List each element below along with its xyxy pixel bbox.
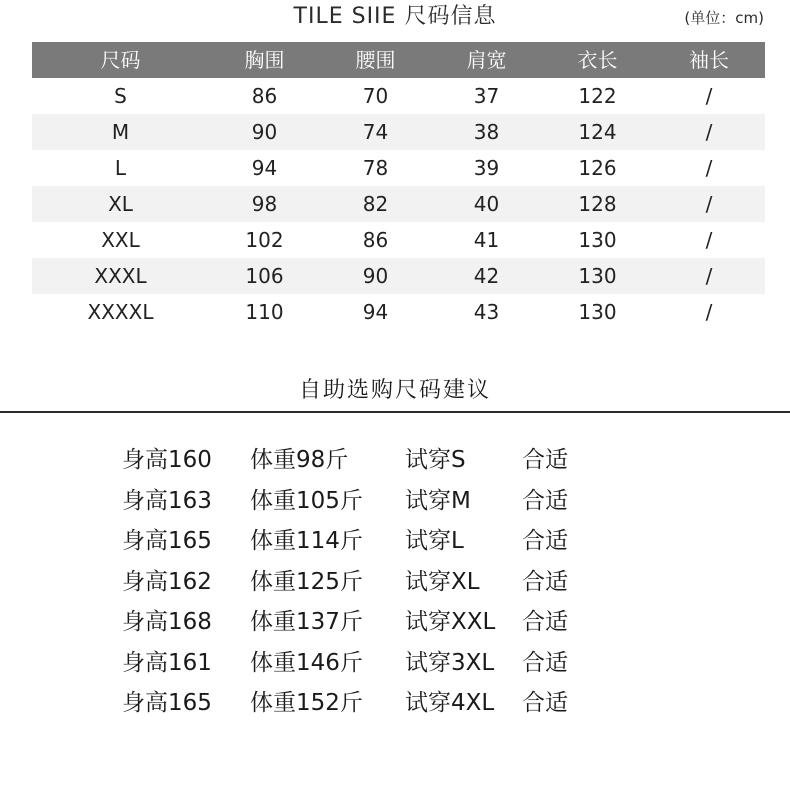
cell-waist: 86: [362, 228, 389, 252]
cell-waist: 74: [362, 120, 389, 144]
cell-shoulder: 40: [473, 192, 500, 216]
header-chest: 胸围: [244, 48, 285, 72]
cell-chest: 98: [251, 192, 278, 216]
cell-waist: 90: [362, 264, 389, 288]
suggestion-weight: 体重114斤: [250, 528, 363, 554]
cell-sleeve: /: [705, 228, 713, 252]
section-divider: [0, 411, 790, 413]
unit-label: (单位：cm): [684, 9, 764, 27]
cell-size: S: [114, 84, 127, 108]
cell-size: XL: [108, 192, 133, 216]
list-item: [0, 602, 790, 643]
list-item: [0, 481, 790, 522]
header-sleeve: 袖长: [689, 48, 729, 72]
cell-length: 130: [578, 264, 617, 288]
cell-waist: 82: [362, 192, 389, 216]
cell-length: 126: [578, 156, 617, 180]
cell-waist: 94: [362, 300, 389, 324]
suggestion-weight: 体重125斤: [250, 568, 363, 595]
table-row: [32, 186, 765, 222]
suggestion-try: 试穿4XL: [405, 690, 495, 716]
size-table: [32, 42, 765, 330]
cell-shoulder: 42: [473, 264, 500, 288]
suggestion-try: 试穿XL: [405, 568, 480, 595]
list-item: [0, 643, 790, 684]
suggestion-fit: 合适: [522, 568, 568, 595]
table-row: [32, 150, 765, 186]
suggestion-try: 试穿L: [405, 528, 464, 554]
cell-sleeve: /: [705, 264, 713, 288]
header-size: 尺码: [100, 48, 141, 72]
list-item: [0, 562, 790, 603]
cell-length: 130: [578, 300, 617, 324]
cell-chest: 106: [245, 264, 284, 288]
cell-length: 122: [578, 84, 617, 108]
cell-sleeve: /: [705, 156, 713, 180]
cell-shoulder: 39: [473, 156, 500, 180]
suggestion-height: 身高162: [122, 568, 212, 595]
suggestion-height: 身高161: [122, 649, 212, 676]
list-item: [0, 521, 790, 562]
list-item: [0, 440, 790, 481]
cell-sleeve: /: [705, 84, 713, 108]
cell-chest: 102: [245, 228, 284, 252]
cell-sleeve: /: [705, 192, 713, 216]
cell-sleeve: /: [705, 300, 713, 324]
suggestion-weight: 体重98斤: [250, 447, 349, 473]
table-row: [32, 222, 765, 258]
cell-waist: 78: [362, 156, 389, 180]
table-row: [32, 114, 765, 150]
size-table-header: [32, 42, 765, 78]
cell-shoulder: 43: [473, 300, 500, 324]
suggestion-weight: 体重105斤: [250, 487, 363, 514]
header-length: 衣长: [577, 48, 618, 72]
suggestion-try: 试穿XXL: [405, 609, 496, 635]
suggestion-fit: 合适: [522, 487, 568, 514]
cell-chest: 110: [245, 300, 284, 324]
suggestion-height: 身高165: [122, 528, 212, 554]
cell-length: 128: [578, 192, 617, 216]
suggestion-fit: 合适: [522, 609, 568, 635]
cell-chest: 86: [251, 84, 278, 108]
table-row: [32, 294, 765, 330]
suggestion-weight: 体重137斤: [250, 609, 363, 635]
suggestion-try: 试穿S: [405, 447, 466, 473]
suggestion-list: [0, 440, 790, 724]
suggestion-try: 试穿M: [405, 487, 471, 514]
header-shoulder: 肩宽: [466, 48, 507, 72]
suggestion-fit: 合适: [522, 690, 568, 716]
suggestion-fit: 合适: [522, 447, 568, 473]
cell-shoulder: 37: [473, 84, 500, 108]
cell-length: 130: [578, 228, 617, 252]
cell-sleeve: /: [705, 120, 713, 144]
cell-size: M: [111, 120, 130, 144]
suggestion-height: 身高163: [122, 487, 212, 514]
cell-shoulder: 41: [473, 228, 500, 252]
suggestion-fit: 合适: [522, 528, 568, 554]
cell-length: 124: [578, 120, 617, 144]
header-waist: 腰围: [355, 48, 396, 72]
cell-size: XXXL: [94, 264, 147, 288]
suggestion-weight: 体重152斤: [250, 690, 363, 716]
page-title: TILE SIIE 尺码信息: [293, 4, 497, 29]
suggestion-height: 身高165: [122, 690, 212, 716]
suggestion-height: 身高160: [122, 447, 212, 473]
cell-size: XXXXL: [87, 300, 154, 324]
suggestion-weight: 体重146斤: [250, 649, 363, 676]
table-row: [32, 78, 765, 114]
list-item: [0, 683, 790, 724]
cell-size: L: [114, 156, 127, 180]
table-row: [32, 258, 765, 294]
suggestion-title: 自助选购尺码建议: [298, 378, 491, 403]
cell-size: XXL: [101, 228, 140, 252]
suggestion-fit: 合适: [522, 649, 568, 676]
cell-chest: 94: [251, 156, 278, 180]
cell-chest: 90: [251, 120, 278, 144]
suggestion-height: 身高168: [122, 609, 212, 635]
suggestion-try: 试穿3XL: [405, 649, 495, 676]
cell-waist: 70: [362, 84, 389, 108]
cell-shoulder: 38: [473, 120, 500, 144]
